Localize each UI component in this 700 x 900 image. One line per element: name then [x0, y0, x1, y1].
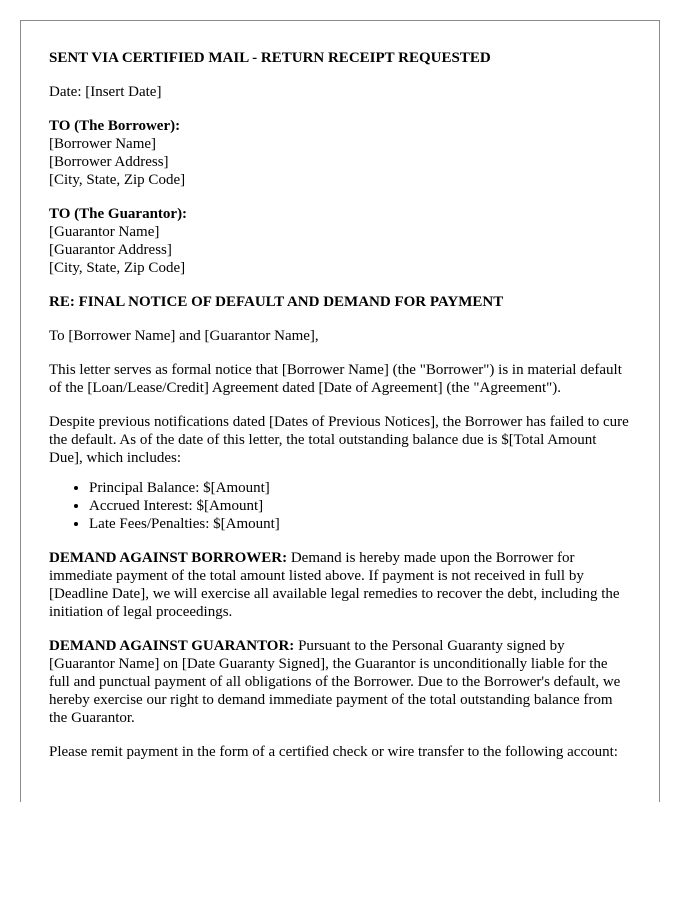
- guarantor-address-block: [49, 205, 631, 277]
- salutation: To [Borrower Name] and [Guarantor Name],: [49, 328, 319, 344]
- guarantor-address-line: [Guarantor Address]: [49, 242, 172, 258]
- list-item-interest: • Accrued Interest: $[Amount]: [89, 497, 631, 515]
- borrower-address-block: [49, 117, 631, 189]
- demand-guarantor-paragraph: [49, 637, 631, 727]
- demand-guarantor-label: DEMAND AGAINST GUARANTOR:: [49, 638, 295, 654]
- demand-borrower-text: Demand is hereby made upon the Borrower for immediate payment of the total amount listed above. If payment is not received in full by [Deadline Date], we will exercise all available legal remedies to recover the debt, including the initiation of legal proceedings.: [49, 550, 620, 620]
- borrower-name-line: [Borrower Name]: [49, 136, 157, 152]
- certified-mail-header: SENT VIA CERTIFIED MAIL - RETURN RECEIPT REQUESTED: [49, 50, 491, 66]
- previous-notices-paragraph: Despite previous notifications dated [Dates of Previous Notices], the Borrower has failed to cure the default. As of the date of this letter, the total outstanding balance due is $[Total Amount Due], which includes:: [49, 414, 629, 466]
- borrower-city-line: [City, State, Zip Code]: [49, 172, 186, 188]
- demand-borrower-paragraph: [49, 549, 631, 621]
- list-item-principal: • Principal Balance: $[Amount]: [89, 479, 631, 497]
- borrower-address-line: [Borrower Address]: [49, 154, 169, 170]
- charges-list: [49, 479, 631, 533]
- notice-paragraph: This letter serves as formal notice that [Borrower Name] (the "Borrower") is in material default of the [Loan/Lease/Credit] Agreement dated [Date of Agreement] (the "Agreement").: [49, 362, 622, 396]
- remit-paragraph: Please remit payment in the form of a certified check or wire transfer to the following account:: [49, 744, 618, 760]
- borrower-heading: TO (The Borrower):: [49, 118, 181, 134]
- subject-line: RE: FINAL NOTICE OF DEFAULT AND DEMAND FOR PAYMENT: [49, 294, 504, 310]
- guarantor-city-line: [City, State, Zip Code]: [49, 260, 186, 276]
- guarantor-name-line: [Guarantor Name]: [49, 224, 160, 240]
- letter-page: [20, 20, 660, 802]
- guarantor-heading: TO (The Guarantor):: [49, 206, 188, 222]
- demand-borrower-label: DEMAND AGAINST BORROWER:: [49, 550, 288, 566]
- list-item-late-fees: • Late Fees/Penalties: $[Amount]: [89, 515, 631, 533]
- demand-guarantor-text: Pursuant to the Personal Guaranty signed by [Guarantor Name] on [Date Guaranty Signed], the Guarantor is unconditionally liable for the full and punctual payment of all obligations of the Borrower. Due to the Borrower's default, we hereby exercise our right to demand immediate payment of the total outstanding balance from the Guarantor.: [49, 638, 621, 726]
- date-line: Date: [Insert Date]: [49, 84, 162, 100]
